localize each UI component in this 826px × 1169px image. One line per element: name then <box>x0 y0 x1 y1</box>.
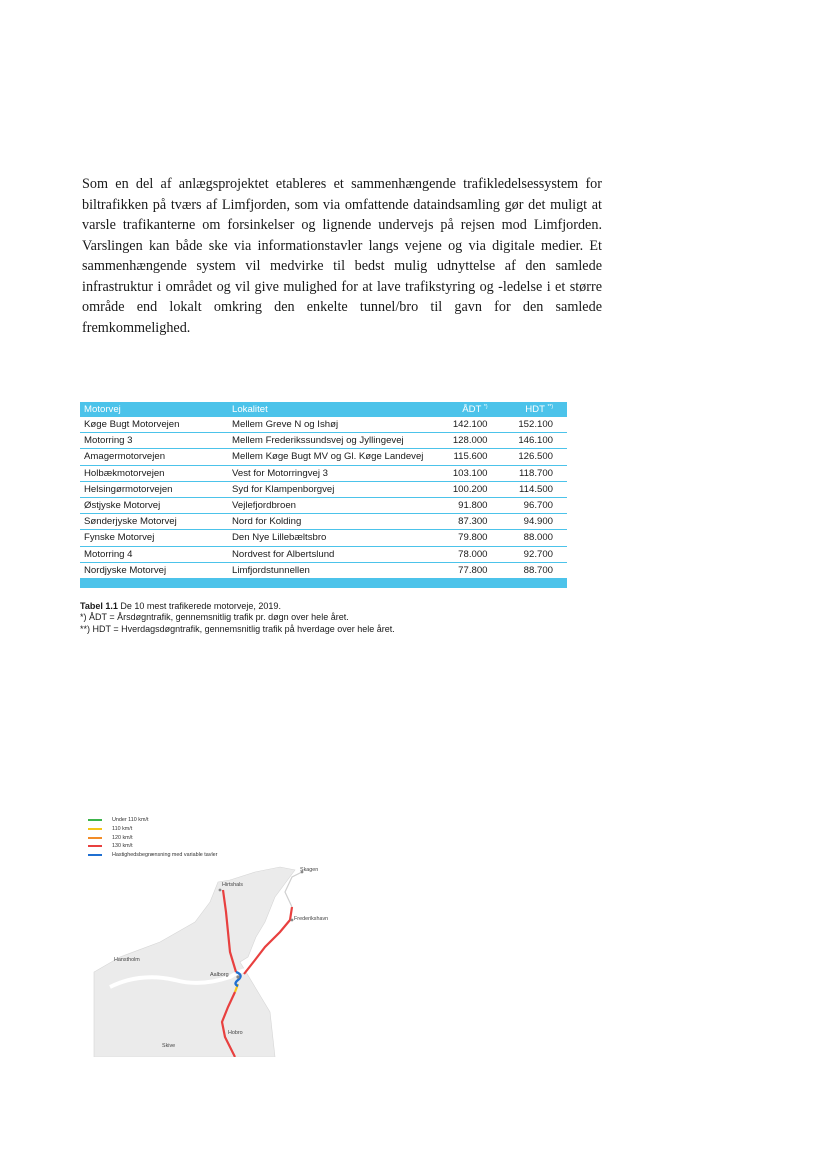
cell-adt: 142.100 <box>436 417 502 433</box>
legend-label: 120 km/t <box>112 834 133 841</box>
traffic-table <box>80 402 567 588</box>
cell-adt: 79.800 <box>436 530 502 546</box>
cell-motorvej: Østjyske Motorvej <box>80 497 228 513</box>
cell-motorvej: Sønderjyske Motorvej <box>80 514 228 530</box>
legend-label: 110 km/t <box>112 826 133 833</box>
cell-hdt: 96.700 <box>502 497 568 513</box>
legend-swatch <box>88 845 102 847</box>
frederikshavn-marker <box>291 919 294 922</box>
place-skagen: Skagen <box>300 867 319 873</box>
place-hobro: Hobro <box>228 1030 243 1036</box>
header-hdt-mark: **) <box>547 403 553 410</box>
cell-adt: 91.800 <box>436 497 502 513</box>
table-row <box>80 514 567 530</box>
cell-motorvej: Motorring 4 <box>80 546 228 562</box>
cell-lokalitet: Mellem Greve N og Ishøj <box>228 417 436 433</box>
cell-lokalitet: Limfjordstunnellen <box>228 562 436 578</box>
cell-adt: 78.000 <box>436 546 502 562</box>
table-footer-bar <box>80 578 567 588</box>
cell-adt: 87.300 <box>436 514 502 530</box>
caption-text: De 10 mest trafikerede motorveje, 2019. <box>117 601 281 611</box>
cell-adt: 100.200 <box>436 481 502 497</box>
place-frederikshavn: Frederikshavn <box>294 916 329 922</box>
header-motorvej: Motorvej <box>80 402 228 417</box>
paragraph-line: Varslingen kan både ske via informationstavler langs vejene og via digitale medier. Et <box>82 237 602 254</box>
legend-swatch <box>88 828 102 830</box>
place-hanstholm: Hanstholm <box>114 957 140 963</box>
legend-label: Under 110 km/t <box>112 817 149 824</box>
cell-adt: 103.100 <box>436 465 502 481</box>
cell-motorvej: Nordjyske Motorvej <box>80 562 228 578</box>
cell-adt: 115.600 <box>436 449 502 465</box>
cell-hdt: 126.500 <box>502 449 568 465</box>
header-adt-label: ÅDT <box>462 404 482 416</box>
map-legend <box>88 816 217 859</box>
caption-note-adt: *) ÅDT = Årsdøgntrafik, gennemsnitlig trafik pr. døgn over hele året. <box>80 612 349 623</box>
paragraph-line: Som en del af anlægsprojektet etableres et sammenhængende trafikledelsessystem for <box>82 176 602 192</box>
place-aalborg: Aalborg <box>210 972 229 978</box>
table-header-row <box>80 402 567 417</box>
cell-lokalitet: Nord for Kolding <box>228 514 436 530</box>
legend-item <box>88 851 217 860</box>
aalborg-marker <box>236 975 239 978</box>
cell-lokalitet: Vest for Motorringvej 3 <box>228 465 436 481</box>
cell-lokalitet: Nordvest for Albertslund <box>228 546 436 562</box>
place-hirtshals: Hirtshals <box>222 882 243 888</box>
body-paragraph <box>82 174 602 338</box>
cell-motorvej: Motorring 3 <box>80 433 228 449</box>
header-adt <box>436 402 502 417</box>
header-lokalitet: Lokalitet <box>228 402 436 417</box>
legend-item <box>88 816 217 825</box>
hirtshals-marker <box>219 889 222 892</box>
caption-label: Tabel 1.1 <box>80 601 118 611</box>
cell-adt: 128.000 <box>436 433 502 449</box>
legend-item <box>88 842 217 851</box>
legend-swatch <box>88 819 102 821</box>
table-row <box>80 546 567 562</box>
caption-note-hdt: **) HDT = Hverdagsdøgntrafik, gennemsnitlig trafik på hverdage over hele året. <box>80 623 395 634</box>
legend-label: Hastighedsbegrænsning med variable tavler <box>112 852 218 859</box>
table-caption <box>80 601 395 635</box>
cell-motorvej: Køge Bugt Motorvejen <box>80 417 228 433</box>
paragraph-line: fremkommelighed. <box>82 319 191 336</box>
header-adt-mark: *) <box>483 403 488 410</box>
table-row <box>80 449 567 465</box>
paragraph-line: sammenhængende system vil medvirke til bedst mulig udnyttelse af den samlede <box>82 258 602 274</box>
cell-hdt: 152.100 <box>502 417 568 433</box>
cell-lokalitet: Mellem Frederikssundsvej og Jyllingevej <box>228 433 436 449</box>
paragraph-line: område end lokalt omkring den enkelte tunnel/bro til gavn for den samlede <box>82 299 602 315</box>
header-hdt <box>502 402 568 417</box>
table-row <box>80 530 567 546</box>
cell-lokalitet: Mellem Køge Bugt MV og Gl. Køge Landevej <box>228 449 436 465</box>
legend-item <box>88 833 217 842</box>
cell-motorvej: Fynske Motorvej <box>80 530 228 546</box>
cell-hdt: 92.700 <box>502 546 568 562</box>
legend-item <box>88 825 217 834</box>
table-row <box>80 417 567 433</box>
legend-swatch <box>88 854 102 856</box>
table-row <box>80 465 567 481</box>
table-row <box>80 481 567 497</box>
cell-motorvej: Helsingørmotorvejen <box>80 481 228 497</box>
paragraph-line: infrastruktur i området og vil give mulighed for at lave trafikstyring og -ledelse i et større <box>82 278 602 295</box>
legend-swatch <box>88 837 102 839</box>
cell-hdt: 146.100 <box>502 433 568 449</box>
cell-hdt: 118.700 <box>502 465 568 481</box>
cell-lokalitet: Vejlefjordbroen <box>228 497 436 513</box>
cell-hdt: 94.900 <box>502 514 568 530</box>
place-skive: Skive <box>162 1043 176 1049</box>
cell-hdt: 88.700 <box>502 562 568 578</box>
table-row <box>80 497 567 513</box>
paragraph-line: varsle trafikanterne om forsinkelser og lignende undervejs på rejsen mod Limfjorden. <box>82 217 602 233</box>
cell-adt: 77.800 <box>436 562 502 578</box>
cell-hdt: 88.000 <box>502 530 568 546</box>
caption-title <box>80 601 395 612</box>
paragraph-line: biltrafikken på tværs af Limfjorden, som via omfattende dataindsamling gør det muligt at <box>82 196 602 213</box>
table-row <box>80 562 567 578</box>
cell-lokalitet: Den Nye Lillebæltsbro <box>228 530 436 546</box>
header-hdt-label: HDT <box>525 404 545 416</box>
cell-motorvej: Holbækmotorvejen <box>80 465 228 481</box>
cell-hdt: 114.500 <box>502 481 568 497</box>
table-row <box>80 433 567 449</box>
cell-lokalitet: Syd for Klampenborgvej <box>228 481 436 497</box>
legend-label: 130 km/t <box>112 843 133 850</box>
cell-motorvej: Amagermotorvejen <box>80 449 228 465</box>
